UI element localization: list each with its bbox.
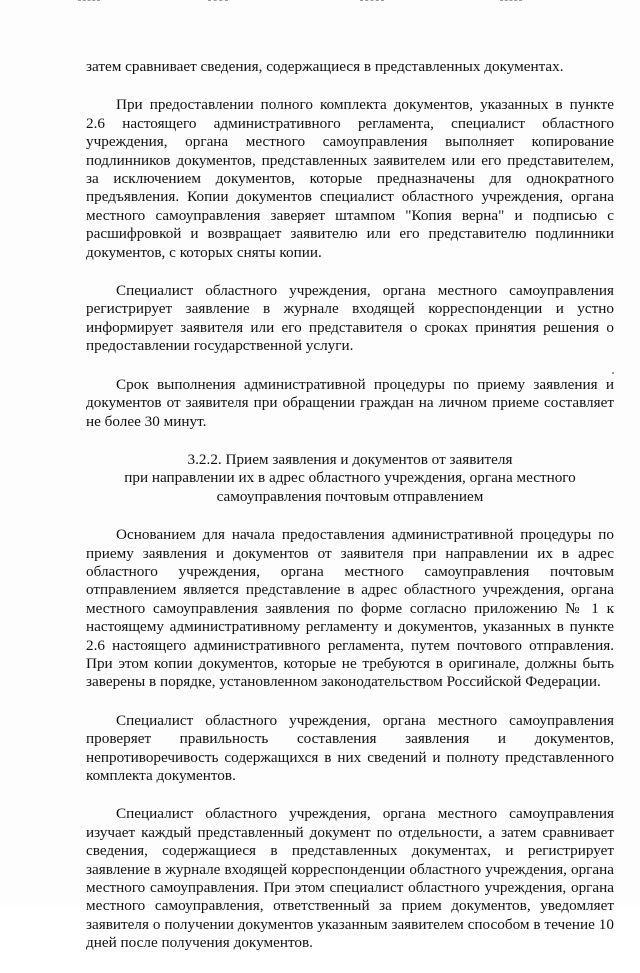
section-heading-line: при направлении их в адрес областного учреждения, органа местного	[124, 469, 576, 487]
scan-artifacts	[0, 0, 640, 14]
paragraph-continuation: затем сравнивает сведения, содержащиеся в представленных документах.	[86, 58, 564, 75]
scan-mark	[500, 0, 522, 6]
scan-mark	[78, 0, 100, 6]
paragraph-basis: Основанием для начала предоставления административной процедуры по приему заявления и документов от заявителя при направлении их в адрес областного учреждения, органа местного самоуправления почтовым отправлением является представление в адрес областного учреждения, органа местного самоуправления заявления по форме согласно приложению № 1 к настоящему административному регламенту и документов, указанных в пункте 2.6 настоящего административного регламента, путем почтового отправления. При этом копии документов, которые не требуются в оригинале, должны быть заверены в порядке, установленном законодательством Российской Федерации.	[86, 526, 614, 691]
section-heading	[86, 451, 614, 506]
section-heading-line: самоуправления почтовым отправлением	[216, 487, 484, 505]
scan-mark	[208, 0, 228, 6]
paragraph-time-limit: Срок выполнения административной процедуры по приему заявления и документов от заявителя при обращении граждан на личном приеме составляет не более 30 минут.	[86, 375, 614, 430]
document-body	[86, 58, 614, 973]
paragraph-study-and-notify: Специалист областного учреждения, органа местного самоуправления изучает каждый представленный документ по отдельности, а затем сравнивает сведения, содержащиеся в представленных документах, и регистрирует заявление в журнале входящей корреспонденции областного учреждения, органа местного самоуправления. При этом специалист областного учреждения, органа местного самоуправления, ответственный за прием документов, уведомляет заявителя о получении документов указанным заявителем способом в течение 10 дней после получения документов.	[86, 805, 614, 952]
paragraph-verification: Специалист областного учреждения, органа местного самоуправления проверяет правильность составления заявления и документов, непротиворечивость содержащихся в них сведений и полноту представленного комплекта документов.	[86, 711, 614, 784]
section-heading-line: 3.2.2. Прием заявления и документов от заявителя	[187, 450, 513, 468]
scan-mark	[360, 0, 384, 6]
paragraph-registration: Специалист областного учреждения, органа местного самоуправления регистрирует заявление в журнале входящей корреспонденции и устно информирует заявителя или его представителя о сроках принятия решения о предоставлении государственной услуги.	[86, 282, 614, 355]
paragraph-copying-documents: При предоставлении полного комплекта документов, указанных в пункте 2.6 настоящего административного регламента, специалист областного учреждения, органа местного самоуправления выполняет копирование подлинников документов, представленных заявителем или его представителем, за исключением документов, которые предназначены для однократного предъявления. Копии документов специалист областного учреждения, органа местного самоуправления заверяет штампом "Копия верна" и подписью с расшифровкой и возвращает заявителю или его представителю подлинники документов, с которых сняты копии.	[86, 96, 614, 261]
